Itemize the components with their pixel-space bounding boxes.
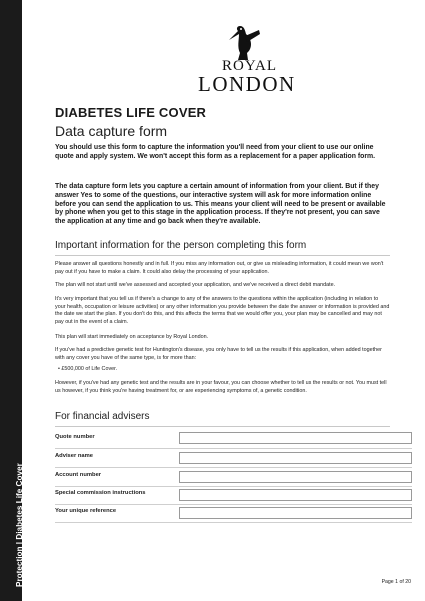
account-number-input[interactable] — [179, 471, 412, 483]
important-info-heading: Important information for the person completing this form — [55, 240, 307, 251]
logo-text-royal: ROYAL — [222, 58, 278, 74]
field-label-quote-number: Quote number — [55, 434, 95, 440]
field-divider — [55, 486, 412, 487]
field-divider — [55, 504, 412, 505]
quote-number-input[interactable] — [179, 432, 412, 444]
bullet-dot-icon: • — [58, 366, 62, 372]
field-label-unique-reference: Your unique reference — [55, 508, 117, 514]
bullet-item — [58, 366, 393, 374]
important-paragraph-5: If you've had a predictive genetic test for Huntington's disease, you only have to tell us the results if this application, when added together with any cover you have of the same type, is for more than: — [55, 347, 382, 361]
section-divider — [55, 255, 390, 256]
field-label-account-number: Account number — [55, 472, 102, 478]
document-subtitle: Data capture form — [55, 123, 168, 139]
field-label-adviser-name: Adviser name — [55, 453, 94, 459]
important-paragraph-4: This plan will start immediately on acceptance by Royal London. — [55, 334, 209, 340]
unique-reference-input[interactable] — [179, 507, 412, 519]
special-commission-input[interactable] — [179, 489, 412, 501]
logo-text-london: LONDON — [198, 72, 296, 96]
page-number: Page 1 of 20 — [381, 579, 411, 585]
adviser-name-input[interactable] — [179, 452, 412, 464]
field-label-special-commission: Special commission instructions — [55, 490, 146, 496]
important-paragraph-6: However, if you've had any genetic test and the results are in your favour, you can choose whether to tell us the results or not. You must tell us however, if you think you're having treatment for, or are experiencing symptoms of, a genetic condition. — [55, 380, 387, 394]
document-title: DIABETES LIFE COVER — [55, 105, 207, 120]
side-tab-label: Protection | Diabetes Life Cover — [15, 463, 24, 587]
bullet-text: £500,000 of Life Cover. — [61, 366, 118, 372]
field-divider — [55, 522, 412, 523]
royal-london-logo — [188, 22, 296, 96]
important-paragraph-1: Please answer all questions honestly and in full. If you miss any information out, or give us misleading information, it could mean we won't pay out if you have to make a claim. It could also delay the processing of your application. — [55, 261, 384, 275]
side-tab — [0, 0, 22, 601]
pelican-icon — [224, 22, 264, 62]
section-divider — [55, 426, 390, 427]
important-paragraph-3: It's very important that you tell us if there's a change to any of the answers to the questions within the application (including in relation to your health, occupation or leisure activities) or any other information you provide between the date the answer or information is provided and the date we start the plan. If you don't do this, and this affects the terms that we would offer you, your plan may be cancelled and may not pay out in the event of a claim. — [55, 296, 390, 325]
field-divider — [55, 448, 412, 449]
intro-paragraph-1: You should use this form to capture the information you'll need from your client to use our online quote and apply system. We won't accept this form as a replacement for a paper application form. — [55, 144, 376, 160]
field-divider — [55, 467, 412, 468]
important-paragraph-2: The plan will not start until we've assessed and accepted your application, and we've received a direct debit mandate. — [55, 282, 336, 288]
advisers-heading: For financial advisers — [55, 411, 150, 422]
intro-paragraph-2: The data capture form lets you capture a certain amount of information from your client. But if they answer Yes to some of the questions, our interactive system will ask for more information online before you can send the application to us. This means your client will need to be present or available by phone when you get to this stage in the application process. If they're not present, you can save the application at any time and go back when they're available. — [55, 183, 386, 226]
